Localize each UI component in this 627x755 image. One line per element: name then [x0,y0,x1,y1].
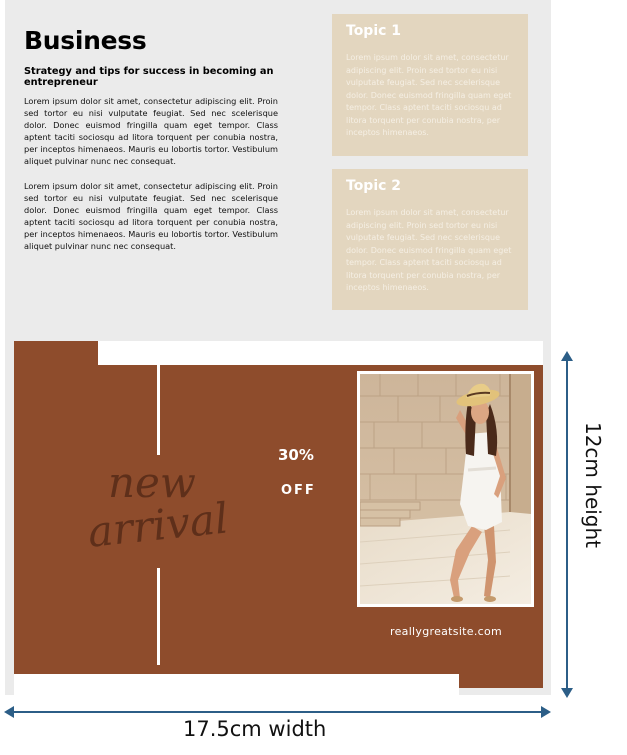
topic-2-body: Lorem ipsum dolor sit amet, consectetur adipiscing elit. Proin sed tortor eu nisi vulputate feugiat. Sed nec scelerisque dolor. Donec euismod fringilla quam eget tempor. Class aptent taciti sociosqu ad litora torquent per conubia nostra, per inceptos himenaeos. [346,208,512,292]
discount-off-label: OFF [281,483,316,498]
script-text-new: new [108,458,196,507]
arrow-down-icon [561,688,573,698]
website-url: reallygreatsite.com [390,625,503,638]
body-paragraph-2: Lorem ipsum dolor sit amet, consectetur adipiscing elit. Proin sed tortor eu nisi vulputate feugiat. Sed nec scelerisque dolor. Donec euismod fringilla quam eget tempor. Class aptent taciti sociosqu ad litora torquent per conubia nostra, per inceptos himenaeos. Mauris eu lobortis tortor. Vestibulum aliquet pulvinar nunc nec consequat. [24,181,278,251]
topic-2-title: Topic 2 [346,178,402,194]
width-dimension-line [12,711,544,713]
body-paragraph-1: Lorem ipsum dolor sit amet, consectetur adipiscing elit. Proin sed tortor eu nisi vulputate feugiat. Sed nec scelerisque dolor. Donec euismod fringilla quam eget tempor. Class aptent taciti sociosqu ad litora torquent per conubia nostra, per inceptos himenaeos. Mauris eu lobortis tortor. Vestibulum aliquet pulvinar nunc nec consequat. [24,96,278,166]
topic-box-1 [332,14,528,156]
discount-percent: 30% [278,446,314,464]
arrow-right-icon [541,706,551,718]
width-label: 17.5cm width [183,717,327,741]
model-photo-frame [357,371,534,607]
topic-box-2 [332,169,528,310]
arrow-up-icon [561,351,573,361]
topic-1-title: Topic 1 [346,23,402,39]
model-photo [360,374,531,604]
divider-line-bottom [157,568,160,665]
script-text-arrival: arrival [85,493,231,557]
height-label: 12cm height [581,421,605,549]
flyer-bottom-cutout [14,674,459,698]
arrow-left-icon [4,706,14,718]
height-dimension-line [566,360,568,692]
divider-line-top [157,365,160,455]
document-title: Business [24,26,147,55]
topic-1-body: Lorem ipsum dolor sit amet, consectetur adipiscing elit. Proin sed tortor eu nisi vulputate feugiat. Sed nec scelerisque dolor. Donec euismod fringilla quam eget tempor. Class aptent taciti sociosqu ad litora torquent per conubia nostra, per inceptos himenaeos. [346,53,512,137]
document-subtitle: Strategy and tips for success in becoming an entrepreneur [24,66,274,88]
flyer-top-cutout [98,341,543,365]
